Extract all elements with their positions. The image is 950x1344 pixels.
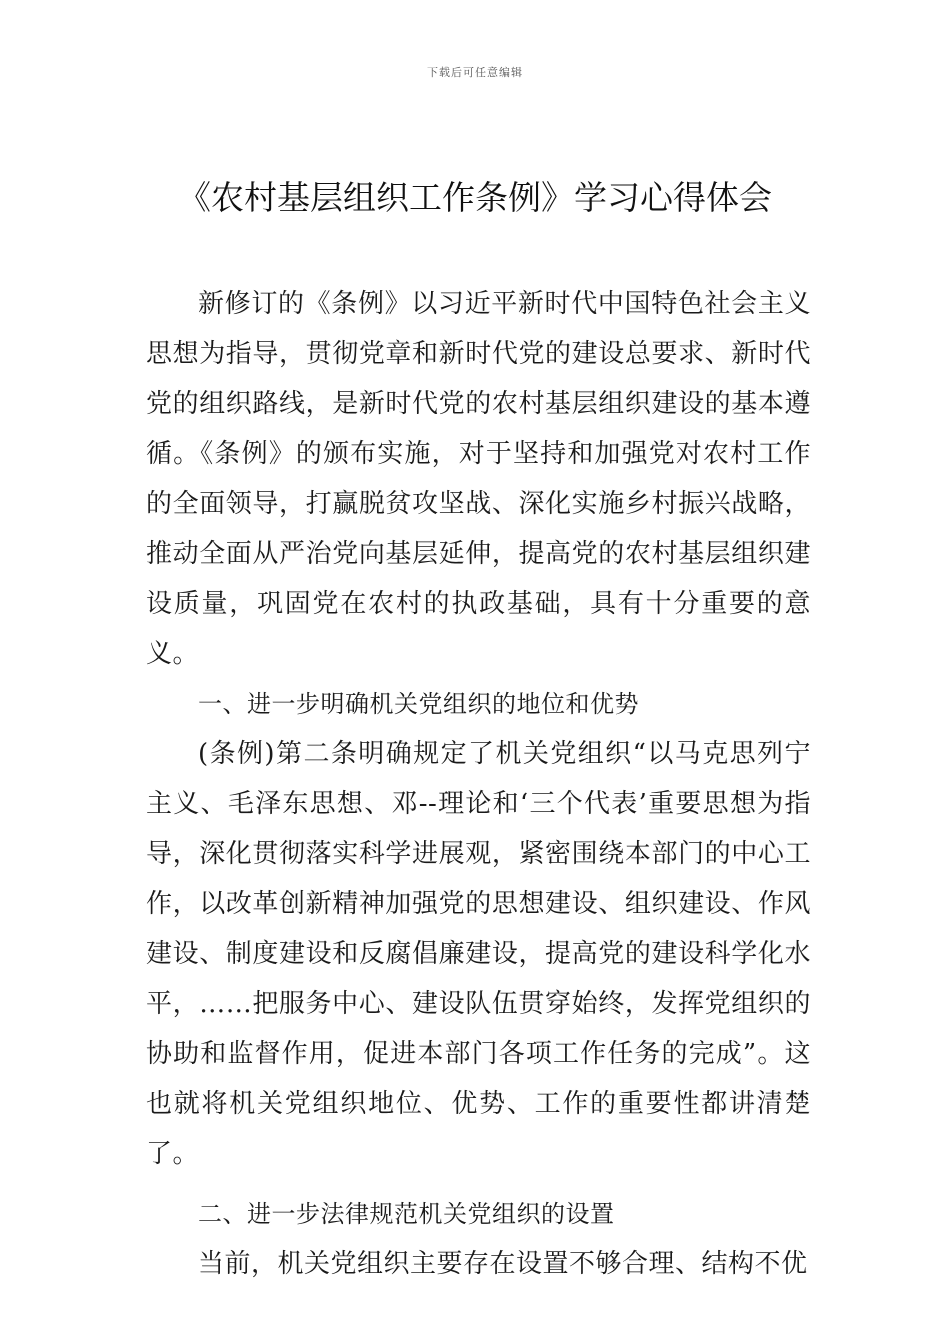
section-heading-2: 二、进一步法律规范机关党组织的设置 bbox=[198, 1200, 615, 1228]
document-body bbox=[146, 279, 811, 1289]
paragraph-intro: 新修订的《条例》以习近平新时代中国特色社会主义思想为指导，贯彻党章和新时代党的建设总要求、新时代党的组织路线，是新时代党的农村基层组织建设的基本遵循。《条例》的颁布实施，对于坚持和加强党对农村工作的全面领导，打赢脱贫攻坚战、深化实施乡村振兴战略，推动全面从严治党向基层延伸，提高党的农村基层组织建设质量，巩固党在农村的执政基础，具有十分重要的意义。 bbox=[146, 289, 811, 669]
paragraph-section-1: (条例)第二条明确规定了机关党组织“以马克思列宁主义、毛泽东思想、邓--理论和‘三个代表’重要思想为指导，深化贯彻落实科学进展观，紧密围绕本部门的中心工作，以改革创新精神加强党的思想建设、组织建设、作风建设、制度建设和反腐倡廉建设，提高党的建设科学化水平，……把服务中心、建设队伍贯穿始终，发挥党组织的协助和监督作用，促进本部门各项工作任务的完成”。这也就将机关党组织地位、优势、工作的重要性都讲清楚了。 bbox=[146, 739, 811, 1169]
header-note: 下载后可任意编辑 bbox=[427, 66, 523, 79]
document-title: 《农村基层组织工作条例》学习心得体会 bbox=[178, 178, 772, 217]
section-heading-1: 一、进一步明确机关党组织的地位和优势 bbox=[198, 690, 639, 718]
paragraph-section-2: 当前，机关党组织主要存在设置不够合理、结构不优 bbox=[198, 1249, 808, 1279]
